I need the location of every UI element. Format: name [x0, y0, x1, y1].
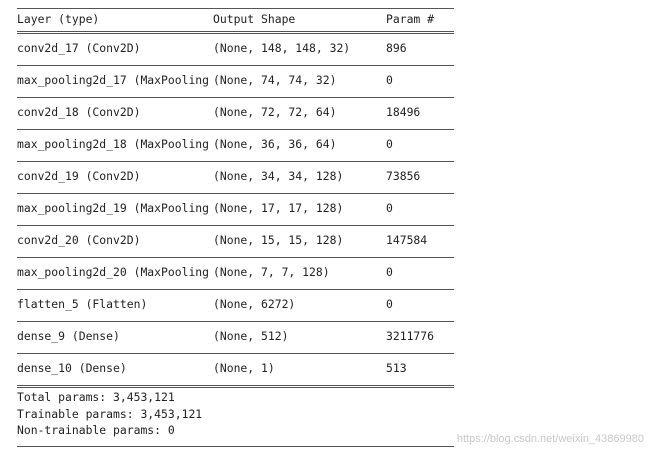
table-row	[17, 290, 454, 321]
param-count: 18496	[386, 105, 421, 119]
table-row	[17, 258, 454, 289]
table-row	[17, 130, 454, 161]
param-count: 3211776	[386, 329, 435, 343]
total-params: Total params: 3,453,121	[17, 390, 175, 404]
table-row	[17, 226, 454, 257]
trainable-params: Trainable params: 3,453,121	[17, 406, 203, 421]
output-shape: (None, 6272)	[213, 297, 296, 311]
layer-name: max_pooling2d_17 (MaxPooling	[17, 73, 210, 87]
output-shape: (None, 512)	[213, 329, 289, 343]
layer-name: conv2d_17 (Conv2D)	[17, 41, 141, 55]
layer-name: conv2d_19 (Conv2D)	[17, 169, 141, 183]
layer-name: dense_9 (Dense)	[17, 329, 120, 343]
param-totals	[17, 388, 454, 446]
watermark: https://blog.csdn.net/weixin_43869980	[456, 433, 644, 445]
table-row	[17, 322, 454, 353]
output-shape: (None, 15, 15, 128)	[213, 233, 344, 247]
output-shape: (None, 72, 72, 64)	[213, 105, 337, 119]
layer-name: conv2d_20 (Conv2D)	[17, 233, 141, 247]
param-count: 0	[386, 201, 393, 215]
table-row	[17, 194, 454, 225]
table-row	[17, 66, 454, 97]
output-shape: (None, 148, 148, 32)	[213, 41, 351, 55]
table-row	[17, 354, 454, 385]
param-count: 0	[386, 297, 393, 311]
table-row	[17, 34, 454, 65]
layer-name: max_pooling2d_20 (MaxPooling	[17, 265, 210, 279]
param-count: 0	[386, 137, 393, 151]
output-shape: (None, 36, 36, 64)	[213, 137, 337, 151]
header-output-shape: Output Shape	[213, 12, 296, 26]
model-summary	[17, 8, 454, 447]
output-shape: (None, 34, 34, 128)	[213, 169, 344, 183]
param-count: 513	[386, 361, 407, 375]
bottom-rule	[17, 446, 454, 447]
non-trainable-params: Non-trainable params: 0	[17, 423, 175, 437]
param-count: 73856	[386, 169, 421, 183]
layer-name: max_pooling2d_18 (MaxPooling	[17, 137, 210, 151]
layer-name: flatten_5 (Flatten)	[17, 297, 148, 311]
header-layer: Layer (type)	[17, 12, 100, 26]
param-count: 0	[386, 73, 393, 87]
param-count: 896	[386, 41, 407, 55]
output-shape: (None, 17, 17, 128)	[213, 201, 344, 215]
output-shape: (None, 7, 7, 128)	[213, 265, 330, 279]
table-row	[17, 162, 454, 193]
table-row	[17, 98, 454, 129]
param-count: 0	[386, 265, 393, 279]
layer-name: conv2d_18 (Conv2D)	[17, 105, 141, 119]
table-header	[17, 9, 454, 31]
header-params: Param #	[386, 12, 435, 26]
output-shape: (None, 1)	[213, 361, 275, 375]
output-shape: (None, 74, 74, 32)	[213, 73, 337, 87]
layer-name: dense_10 (Dense)	[17, 361, 127, 375]
param-count: 147584	[386, 233, 428, 247]
layer-name: max_pooling2d_19 (MaxPooling	[17, 201, 210, 215]
